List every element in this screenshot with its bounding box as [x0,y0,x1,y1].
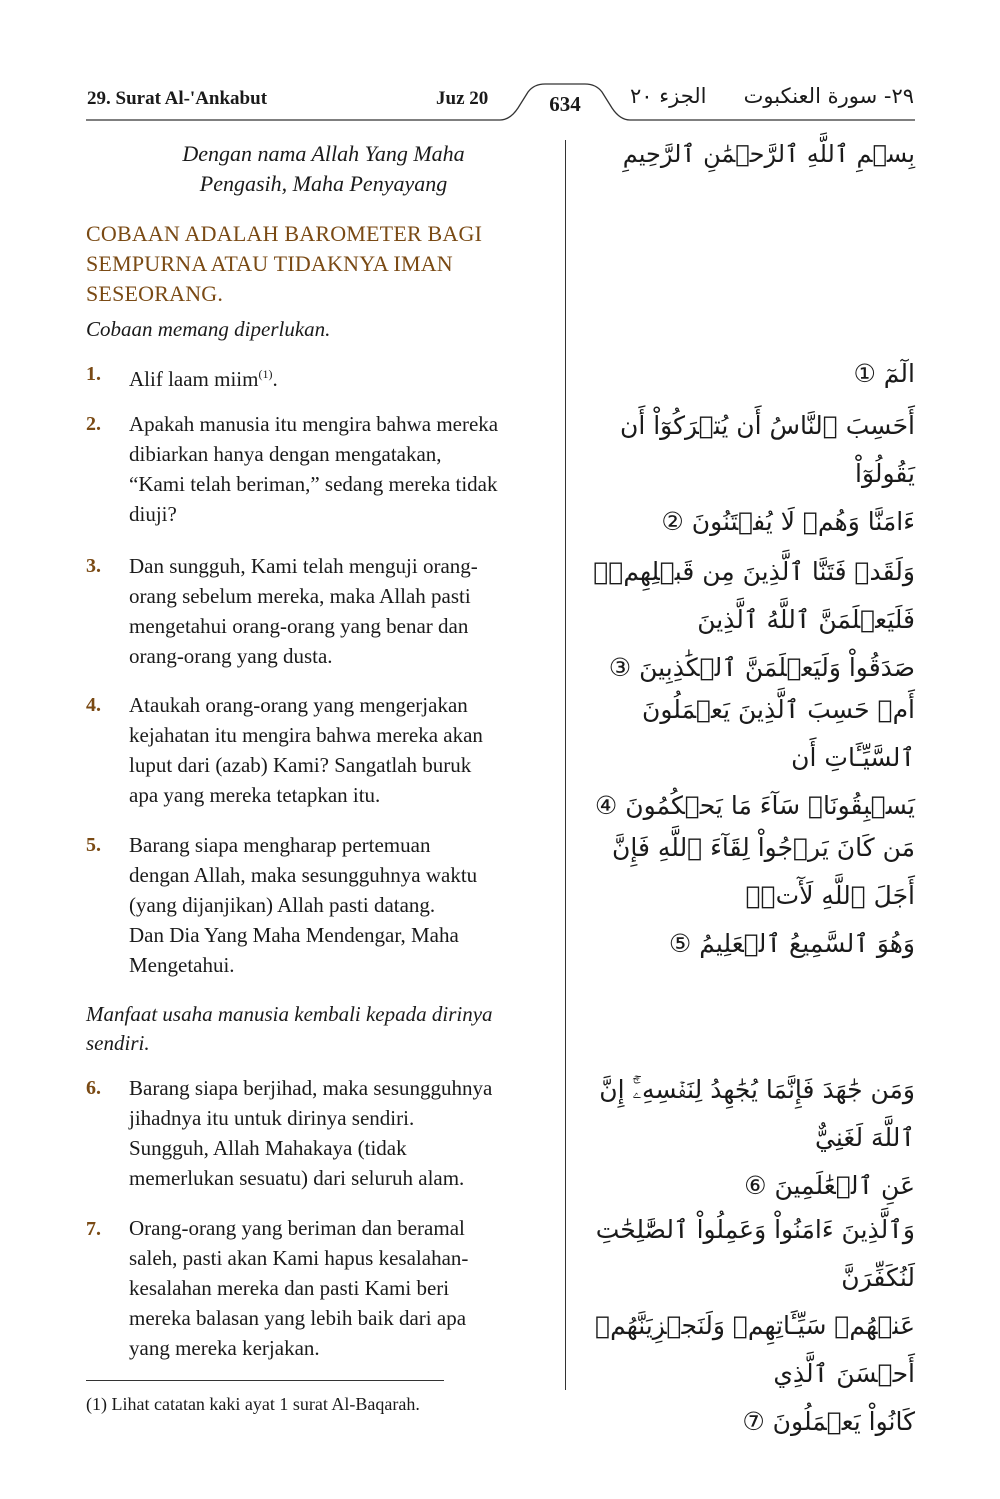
verse-text-line: diuji? [129,502,177,526]
verse-6-text [129,1073,559,1193]
verse-2-text [129,409,559,529]
verse-text-line: memerlukan sesuatu) dari seluruh alam. [129,1166,465,1190]
basmala-arabic: بِسۡمِ ٱللَّهِ ٱلرَّحۡمَٰنِ ٱلرَّحِيمِ [622,140,915,168]
verse-text-punct: . [272,367,278,391]
arabic-line: الٓمٓ ① [853,359,915,388]
footnote: (1) Lihat catatan kaki ayat 1 surat Al-Baqarah. [86,1394,420,1414]
subheading-line: sendiri. [86,1031,150,1055]
verse-text-line: apa yang mereka tetapkan itu. [129,783,381,807]
verse-text-line: dibiarkan hanya dengan mengatakan, [129,442,442,466]
verse-7-text [129,1213,559,1363]
verse-number: 6. [86,1077,101,1099]
verse-text-line: kesalahan mereka dan pasti Kami beri [129,1276,450,1300]
verse-5-text [129,830,559,980]
verse-text-line: Apakah manusia itu mengira bahwa mereka [129,412,499,436]
subheading-line: Manfaat usaha manusia kembali kepada dirinya [86,1002,493,1026]
verse-text-line: Dan sungguh, Kami telah menguji orang- [129,554,478,578]
basmala-line-2: Pengasih, Maha Penyayang [199,171,448,196]
verse-text-line: Ataukah orang-orang yang mengerjakan [129,693,468,717]
arabic-line: أَحَسِبَ ٱلنَّاسُ أَن يُتۡرَكُوٓاْ أَن يَقُولُوٓاْ [619,411,915,488]
arabic-line: وَلَقَدۡ فَتَنَّا ٱلَّذِينَ مِن قَبۡلِهِمۡۖ فَلَيَعۡلَمَنَّ ٱللَّهُ ٱلَّذِينَ [593,557,915,634]
arabic-line: وَهُوَ ٱلسَّمِيعُ ٱلۡعَلِيمُ ⑤ [668,929,915,958]
footnote-mark: (1) [258,367,273,381]
verse-text-line: orang-orang yang dusta. [129,644,333,668]
arabic-line: عَنِ ٱلۡعَٰلَمِينَ ⑥ [744,1171,915,1200]
verse-text-line: Sungguh, Allah Mahakaya (tidak [129,1136,407,1160]
verse-text-line: Alif laam miim [129,367,259,391]
verse-2-arabic [585,402,915,546]
subheading-1: Cobaan memang diperlukan. [86,317,331,341]
header-juz-latin: Juz 20 [436,88,489,109]
footnote-rule [86,1380,444,1381]
verse-6-arabic [585,1066,915,1210]
verse-4-text [129,690,559,810]
verse-number: 2. [86,413,101,435]
basmala-line-1: Dengan nama Allah Yang Maha [182,141,465,166]
column-divider [565,140,566,1390]
arabic-line: أَمۡ حَسِبَ ٱلَّذِينَ يَعۡمَلُونَ ٱلسَّيِّـَٔاتِ أَن [642,695,915,772]
verse-3-arabic [585,548,915,692]
section-title [86,219,546,309]
verse-text-line: orang sebelum mereka, maka Allah pasti [129,584,471,608]
arabic-line: ءَامَنَّا وَهُمۡ لَا يُفۡتَنُونَ ② [661,507,915,536]
verse-text-line: yang mereka kerjakan. [129,1336,320,1360]
verse-7-arabic [585,1206,915,1446]
section-title-line: SEMPURNA ATAU TIDAKNYA IMAN [86,251,453,276]
verse-5-arabic [585,824,915,968]
section-title-line: COBAAN ADALAH BAROMETER BAGI [86,221,483,246]
verse-text-line: mengetahui orang-orang yang benar dan [129,614,469,638]
verse-text-line: Dan Dia Yang Maha Mendengar, Maha [129,923,459,947]
header-surah-latin: 29. Surat Al-'Ankabut [87,88,268,109]
verse-text-line: (yang dijanjikan) Allah pasti datang. [129,893,436,917]
header-surah-arabic: ٢٩- سورة العنكبوت [743,84,914,108]
verse-text-line: dengan Allah, maka sesungguhnya waktu [129,863,478,887]
verse-text-line: mereka balasan yang lebih baik dari apa [129,1306,467,1330]
verse-text-line: “Kami telah beriman,” sedang mereka tidak [129,472,498,496]
verse-3-text [129,551,559,671]
verse-text-line: Mengetahui. [129,953,235,977]
header-tab-outline [0,0,1000,140]
verse-1-text [129,359,559,394]
arabic-line: وَٱلَّذِينَ ءَامَنُواْ وَعَمِلُواْ ٱلصَّٰلِحَٰتِ لَنُكَفِّرَنَّ [595,1215,915,1292]
subheading-2 [86,1000,546,1058]
basmala-translation [86,139,561,199]
section-title-line: SESEORANG. [86,281,224,306]
verse-text-line: Barang siapa berjihad, maka sesungguhnya [129,1076,493,1100]
verse-text-line: Barang siapa mengharap pertemuan [129,833,431,857]
header-juz-arabic: الجزء ٢٠ [630,84,707,108]
arabic-line: يَسۡبِقُونَاۚ سَآءَ مَا يَحۡكُمُونَ ④ [594,791,915,820]
arabic-line: وَمَن جَٰهَدَ فَإِنَّمَا يُجَٰهِدُ لِنَفۡسِهِۦٓۚ إِنَّ ٱللَّهَ لَغَنِيٌّ [599,1075,915,1152]
arabic-line: مَن كَانَ يَرۡجُواْ لِقَآءَ ٱللَّهِ فَإِنَّ أَجَلَ ٱللَّهِ لَأٓتٖۚ [612,833,915,910]
verse-text-line: kejahatan itu mengira bahwa mereka akan [129,723,483,747]
verse-text-line: luput dari (azab) Kami? Sangatlah buruk [129,753,472,777]
verse-number: 4. [86,694,101,716]
verse-number: 3. [86,555,101,577]
verse-text-line: saleh, pasti akan Kami hapus kesalahan- [129,1246,469,1270]
verse-number: 7. [86,1218,101,1240]
arabic-line: كَانُواْ يَعۡمَلُونَ ⑦ [742,1407,915,1436]
verse-number: 5. [86,834,101,856]
verse-1-arabic [585,350,915,398]
arabic-line: عَنۡهُمۡ سَيِّـَٔاتِهِمۡ وَلَنَجۡزِيَنَّهُمۡ أَحۡسَنَ ٱلَّذِي [595,1311,915,1388]
verse-number: 1. [86,363,101,385]
arabic-line: صَدَقُواْ وَلَيَعۡلَمَنَّ ٱلۡكَٰذِبِينَ ③ [608,653,915,682]
verse-4-arabic [585,686,915,830]
verse-text-line: jihadnya itu untuk dirinya sendiri. [129,1106,415,1130]
verse-text-line: Orang-orang yang beriman dan beramal [129,1216,465,1240]
page-number: 634 [549,92,581,116]
